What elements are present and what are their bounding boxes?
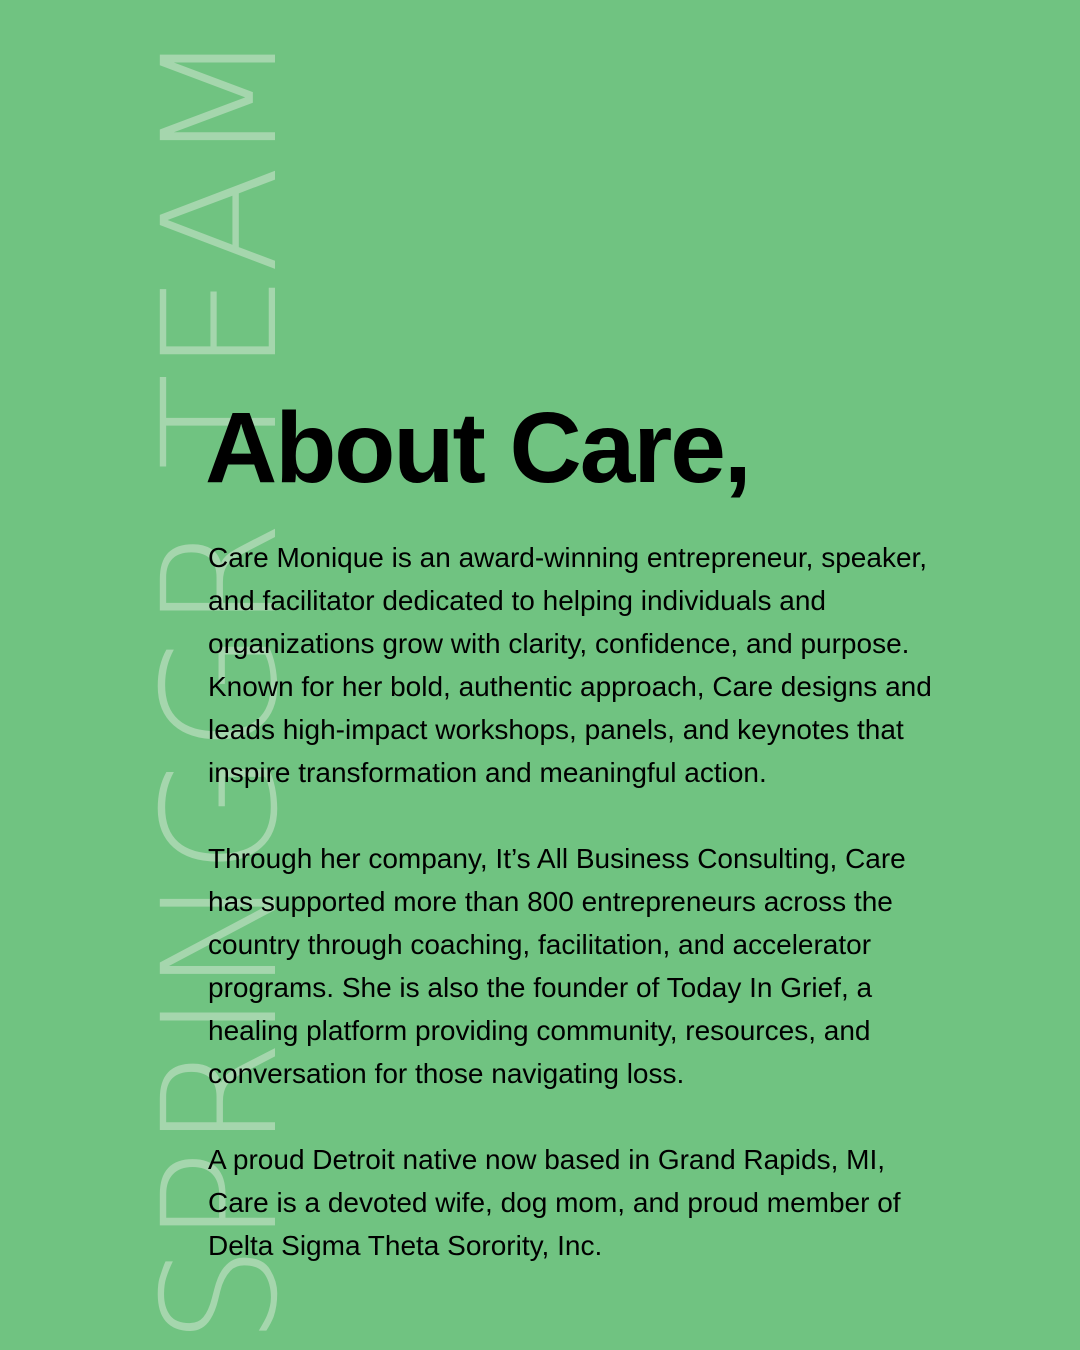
- bio-line: conversation for those navigating loss.: [208, 1058, 685, 1089]
- bio-line: A proud Detroit native now based in Grand Rapids, MI,: [208, 1144, 886, 1175]
- bio-line: and facilitator dedicated to helping individuals and: [208, 585, 826, 616]
- bio-body: [208, 536, 1028, 1310]
- page-title: About Care,: [205, 392, 750, 504]
- bio-line: Care is a devoted wife, dog mom, and proud member of: [208, 1187, 901, 1218]
- bio-paragraph-1: [208, 536, 1028, 794]
- bio-line: country through coaching, facilitation, and accelerator: [208, 929, 872, 960]
- bio-line: organizations grow with clarity, confidence, and purpose.: [208, 628, 910, 659]
- bio-line: Through her company, It’s All Business Consulting, Care: [208, 843, 906, 874]
- bio-line: healing platform providing community, resources, and: [208, 1015, 871, 1046]
- bio-paragraph-3: [208, 1138, 1028, 1267]
- bio-line: Care Monique is an award-winning entrepreneur, speaker,: [208, 542, 928, 573]
- bio-line: Known for her bold, authentic approach, Care designs and: [208, 671, 932, 702]
- bio-line: inspire transformation and meaningful action.: [208, 757, 767, 788]
- bio-line: leads high-impact workshops, panels, and keynotes that: [208, 714, 904, 745]
- side-label-vertical: SPRINGGR TEAM: [129, 29, 313, 1345]
- bio-line: Delta Sigma Theta Sorority, Inc.: [208, 1230, 603, 1261]
- bio-line: programs. She is also the founder of Today In Grief, a: [208, 972, 873, 1003]
- bio-line: has supported more than 800 entrepreneurs across the: [208, 886, 893, 917]
- bio-paragraph-2: [208, 837, 1028, 1095]
